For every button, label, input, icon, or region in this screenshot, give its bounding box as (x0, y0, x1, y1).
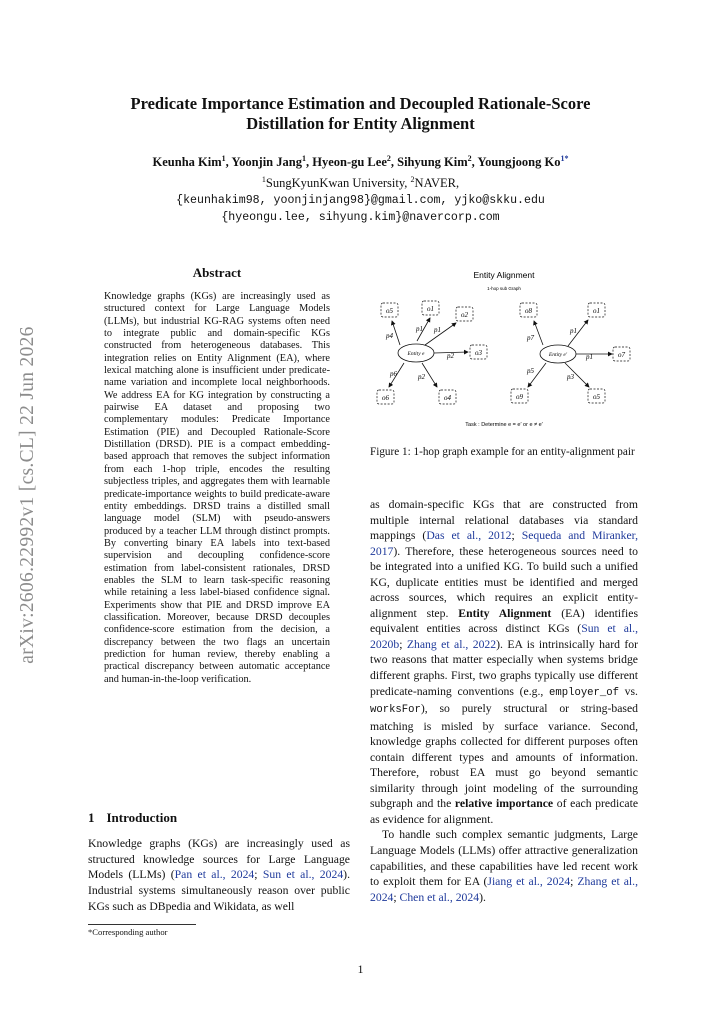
predicate-label: p1 (416, 325, 423, 333)
author: Yoonjin Jang (231, 155, 302, 170)
figure-title: Entity Alignment (473, 270, 535, 280)
title-line-1: Predicate Importance Estimation and Decoupled Rationale-Score (130, 94, 591, 113)
arxiv-identifier: arXiv:2606.22992v1 [cs.CL] 22 Jun 2026 (17, 326, 38, 664)
author: Sihyung Kim (397, 155, 468, 170)
email-line-1: {keunhakim98, yoonjinjang98}@gmail.com, yjko@skku.edu (176, 194, 545, 208)
abstract-heading: Abstract (192, 265, 242, 280)
author: Keunha Kim (152, 155, 222, 170)
object-node: o1 (593, 307, 600, 315)
citation-link[interactable]: Chen et al., 2024 (399, 890, 480, 904)
author: Youngjoong Ko (477, 155, 561, 170)
title-line-2: Distillation for Entity Alignment (246, 114, 475, 133)
object-node: o5 (593, 393, 600, 401)
affiliation-line: $^1$SungKyunKwan University, $^2$NAVER, (261, 175, 460, 191)
citation-link[interactable]: Sequeda and Miranker, 2017 (370, 529, 639, 558)
author-list: Keunha Kim$^1$, Yoonjin Jang$^1$, Hyeon-gu Lee$^2$, Sihyung Kim$^2$, Youngjoong $Ko^{1*}$ (152, 154, 569, 170)
figure-caption: Figure 1: 1-hop graph example for an entity-alignment pair (370, 446, 635, 458)
predicate-label: p3 (567, 373, 574, 381)
predicate-label: p5 (527, 367, 534, 375)
affiliations (0, 171, 721, 226)
page-number: 1 (357, 962, 364, 976)
entity-node: Entity e′ (548, 352, 568, 358)
task-label: Task : Determine e = e′ or e ≠ e′ (465, 422, 543, 428)
footnote: *Corresponding author (88, 927, 168, 937)
paper-title (0, 94, 721, 134)
object-node: o4 (444, 394, 451, 402)
predicate-label: p1 (570, 327, 577, 335)
footnote-rule (88, 924, 196, 925)
citation-link[interactable]: Das et al., 2012 (426, 529, 512, 543)
predicate-label: p1 (434, 326, 441, 334)
predicate-label: p1 (586, 353, 593, 361)
paragraph: as domain-specific KGs that are constructed from multiple internal relational databases via standard mappings (Das et al., 2012; Sequeda and Miranker, 2017). Therefore, these heterogeneous sources need to be integrated into a unified KG. To build such a unified KG, duplicate entities must be identified and merged across sources, which requires an explicit entity-alignment step. Entity Alignment (EA) identifies equivalent entities across distinct KGs (Sun et al., 2020b; Zhang et al., 2022). EA is intrinsically hard for two reasons that matter especially when systems bridge different graphs. First, two graphs typically use different predicate-naming conventions (e.g., employer_of vs. worksFor), so purely structural or string-based matching is misled by surface variance. Second, knowledge graphs collected for different purposes often contain different types and amounts of information. Therefore, robust EA must go beyond semantic similarity through joint modeling of the surrounding subgraph and the relative importance of each predicate as evidence for alignment. (370, 498, 639, 826)
left-subgraph (377, 301, 487, 404)
object-node: o3 (475, 349, 482, 357)
predicate-label: p2 (447, 352, 454, 360)
object-node: o7 (618, 351, 625, 359)
object-node: o5 (386, 307, 393, 315)
object-node: o9 (516, 393, 523, 401)
predicate-label: p2 (418, 373, 425, 381)
intro-right-column (370, 497, 638, 905)
predicate-label: p4 (386, 332, 393, 340)
figure-entity-alignment (370, 265, 638, 435)
object-node: o2 (461, 311, 468, 319)
abstract-body: Knowledge graphs (KGs) are increasingly used as structured context for Large Language Models (LLMs), but industrial KG-RAG systems often need to integrate public and domain-specific KGs constructed from heterogeneous databases. This integration relies on Entity Alignment (EA), where lexical matching alone is insufficient under predicate-name variation and incomplete local neighborhoods. We address EA for KG integration by constructing a pairwise EA dataset and proposing two complementary modules: Predicate Importance Estimation (PIE) and Decoupled Rationale-Score Distillation (DRSD). PIE is a compact embedding-based approach that removes the subject information from each 1-hop triple, encodes the resulting subjectless triples, and aggregates them with learnable predicate-importance weights to build predicate-aware entity embeddings. DRSD trains a distilled small language model (SLM) with pseudo-answers produced by a teacher LLM through distinct prompts. By converting binary EA labels into text-based supervision and decoupling confidence-score estimation from label-consistent rationales, DRSD enables the SLM to learn task-specific reasoning while retaining a less label-biased confidence signal. Experiments show that PIE and DRSD improve EA classification. Moreover, because DRSD decouples confidence-score estimation from the decision, a discrepancy between the two flags an uncertain prediction for human review, thereby enabling a practical discrepancy between automatic acceptance and human-in-the-loop verification. (104, 291, 330, 685)
object-node: o6 (382, 394, 389, 402)
section-title: Introduction (106, 810, 178, 825)
entity-node: Entity e (407, 351, 425, 357)
citation-link[interactable]: Sun et al., 2020b (370, 622, 639, 651)
right-subgraph (511, 303, 630, 403)
predicate-label: p6 (390, 370, 397, 378)
author: Hyeon-gu Lee (312, 155, 387, 170)
object-node: o1 (427, 305, 434, 313)
intro-paragraph-left: Knowledge graphs (KGs) are increasingly used as structured knowledge sources for Large Language Models (LLMs) (Pan et al., 2024; Sun et al., 2024). Industrial systems simultaneously reason over public KGs such as DBpedia and Wikidata, as well (88, 837, 350, 913)
citation-link[interactable]: Jiang et al., 2024 (487, 875, 571, 889)
citation-link[interactable]: Sun et al., 2024 (262, 868, 344, 882)
section-heading (88, 810, 177, 826)
object-node: o8 (525, 307, 532, 315)
citation-link[interactable]: Zhang et al., 2022 (406, 637, 497, 651)
figure-subtitle: 1-hop sub Graph (487, 286, 521, 291)
citation-link[interactable]: Zhang et al., 2024 (370, 875, 638, 904)
paragraph: To handle such complex semantic judgments, Large Language Models (LLMs) offer attractive generalization capabilities, and these capabilities have led recent work to exploit them for EA (Jiang et al., 2024; Zhang et al., 2024; Chen et al., 2024). (370, 828, 638, 904)
section-number: 1 (88, 810, 95, 825)
email-line-2: {hyeongu.lee, sihyung.kim}@navercorp.com (221, 211, 500, 225)
citation-link[interactable]: Pan et al., 2024 (174, 868, 255, 882)
predicate-label: p7 (527, 334, 534, 342)
